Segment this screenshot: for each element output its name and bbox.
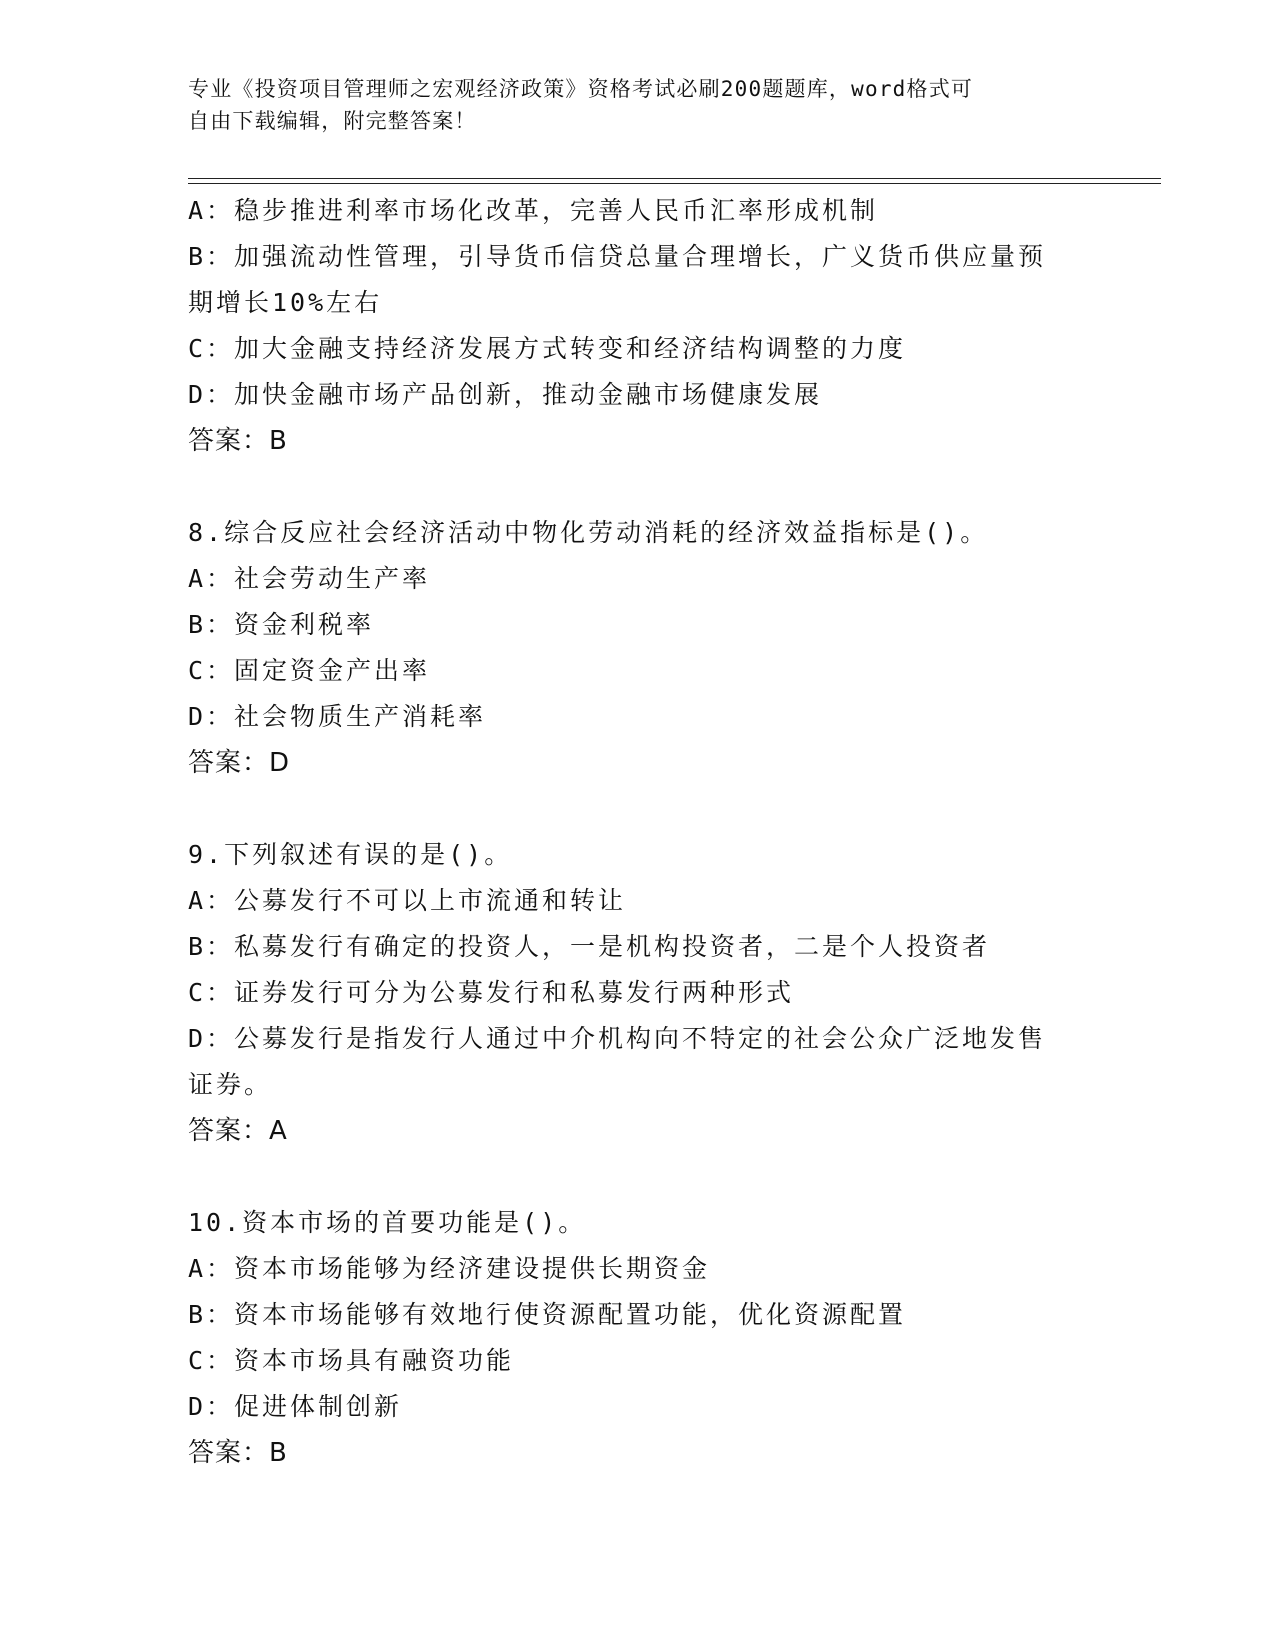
spacer	[188, 464, 1088, 510]
question-10	[188, 1200, 1088, 1476]
document-header	[188, 73, 1068, 137]
question-9	[188, 832, 1088, 1154]
question-text: 8.综合反应社会经济活动中物化劳动消耗的经济效益指标是()。	[188, 518, 989, 547]
question-8	[188, 510, 1088, 786]
option-c: C：资本市场具有融资功能	[188, 1346, 515, 1375]
option-d: D：促进体制创新	[188, 1392, 403, 1421]
header-line-1: 专业《投资项目管理师之宏观经济政策》资格考试必刷200题题库，word格式可	[188, 77, 974, 101]
header-line-2: 自由下载编辑，附完整答案！	[188, 109, 477, 133]
question-list	[188, 188, 1088, 1476]
answer-line: 答案：D	[188, 748, 291, 778]
header-divider-top	[188, 178, 1161, 179]
option-a: A：稳步推进利率市场化改革，完善人民币汇率形成机制	[188, 196, 879, 225]
option-d: D：加快金融市场产品创新，推动金融市场健康发展	[188, 380, 823, 409]
option-b: B：加强流动性管理，引导货币信贷总量合理增长，广义货币供应量预	[188, 242, 1047, 271]
spacer	[188, 1154, 1088, 1200]
option-d: D：社会物质生产消耗率	[188, 702, 487, 731]
answer-line: 答案：B	[188, 426, 288, 456]
option-c: C：证券发行可分为公募发行和私募发行两种形式	[188, 978, 795, 1007]
option-a: A：公募发行不可以上市流通和转让	[188, 886, 627, 915]
question-7-tail	[188, 188, 1088, 464]
option-a: A：资本市场能够为经济建设提供长期资金	[188, 1254, 711, 1283]
option-c: C：加大金融支持经济发展方式转变和经济结构调整的力度	[188, 334, 907, 363]
option-d: D：公募发行是指发行人通过中介机构向不特定的社会公众广泛地发售	[188, 1024, 1047, 1053]
question-text: 10.资本市场的首要功能是()。	[188, 1208, 587, 1237]
option-b: B：私募发行有确定的投资人，一是机构投资者，二是个人投资者	[188, 932, 991, 961]
option-b: B：资本市场能够有效地行使资源配置功能，优化资源配置	[188, 1300, 907, 1329]
option-c: C：固定资金产出率	[188, 656, 431, 685]
option-b-continued: 期增长10%左右	[188, 288, 383, 317]
option-b: B：资金利税率	[188, 610, 375, 639]
answer-line: 答案：B	[188, 1438, 288, 1468]
question-text: 9.下列叙述有误的是()。	[188, 840, 513, 869]
option-d-continued: 证券。	[188, 1070, 273, 1099]
spacer	[188, 786, 1088, 832]
answer-line: 答案：A	[188, 1116, 288, 1146]
header-divider-bottom	[188, 183, 1161, 184]
option-a: A：社会劳动生产率	[188, 564, 431, 593]
